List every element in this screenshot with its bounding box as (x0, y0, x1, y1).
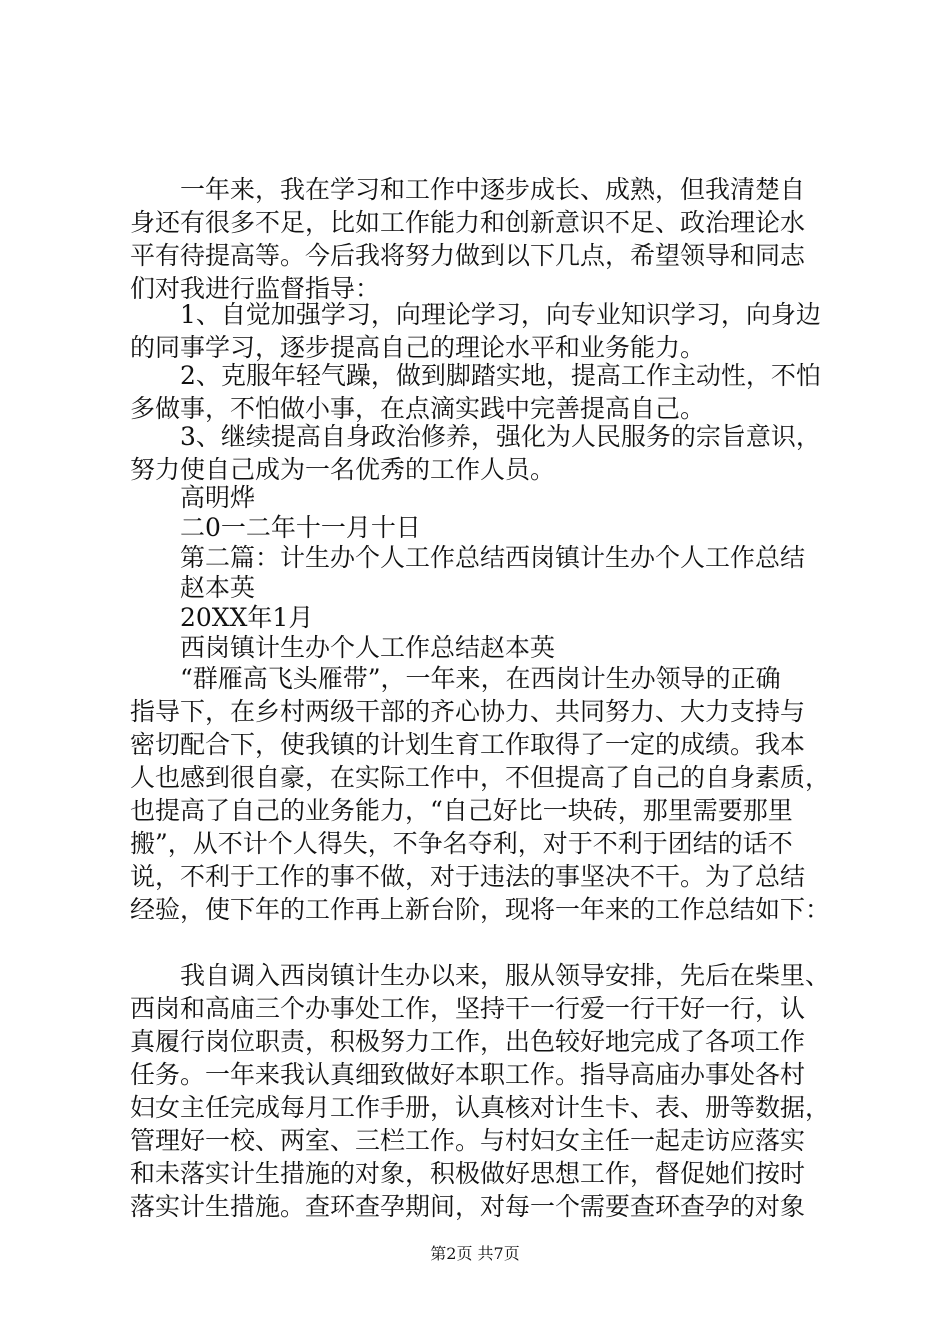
text-line: 落实计生措施。查环查孕期间，对每一个需要查环查孕的对象 (130, 1192, 806, 1221)
text-line: 也提高了自己的业务能力，“自己好比一块砖，那里需要那里 (130, 796, 793, 825)
page-footer: 第2页 共7页 (430, 1244, 520, 1263)
author-date: 20XX年1月 (180, 603, 314, 632)
text-line: 的同事学习，逐步提高自己的理论水平和业务能力。 (130, 333, 706, 362)
text-line: 妇女主任完成每月工作手册，认真核对计生卡、表、册等数据， (130, 1093, 831, 1122)
text-line: 密切配合下，使我镇的计划生育工作取得了一定的成绩。我本 (130, 730, 806, 759)
text-line: 搬”，从不计个人得失，不争名夺利，对于不利于团结的话不 (130, 829, 793, 858)
text-line: 任务。一年来我认真细致做好本职工作。指导高庙办事处各村 (130, 1060, 806, 1089)
text-line: 们对我进行监督指导： (130, 274, 381, 303)
text-line: 3、继续提高自身政治修养，强化为人民服务的宗旨意识， (180, 422, 821, 451)
text-line: 我自调入西岗镇计生办以来，服从领导安排，先后在柴里、 (180, 961, 831, 990)
text-line: 一年来，我在学习和工作中逐步成长、成熟，但我清楚自 (180, 175, 806, 204)
text-line: 说，不利于工作的事不做，对于违法的事坚决不干。为了总结 (130, 862, 806, 891)
text-line: 多做事，不怕做小事，在点滴实践中完善提高自己。 (130, 394, 706, 423)
text-line: 平有待提高等。今后我将努力做到以下几点，希望领导和同志 (130, 241, 806, 270)
subtitle: 西岗镇计生办个人工作总结赵本英 (180, 633, 556, 662)
text-line: 经验，使下年的工作再上新台阶，现将一年来的工作总结如下： (130, 895, 831, 924)
text-line: 人也感到很自豪，在实际工作中，不但提高了自己的自身素质， (130, 763, 831, 792)
author-name: 赵本英 (180, 573, 256, 602)
text-line: 身还有很多不足，比如工作能力和创新意识不足、政治理论水 (130, 208, 806, 237)
text-line: 努力使自己成为一名优秀的工作人员。 (130, 455, 556, 484)
text-line: “群雁高飞头雁带”，一年来，在西岗计生办领导的正确 (180, 664, 781, 693)
text-line: 管理好一校、两室、三栏工作。与村妇女主任一起走访应落实 (130, 1126, 806, 1155)
text-line: 和未落实计生措施的对象，积极做好思想工作，督促她们按时 (130, 1159, 806, 1188)
text-line: 真履行岗位职责，积极努力工作，出色较好地完成了各项工作 (130, 1027, 806, 1056)
text-line: 指导下，在乡村两级干部的齐心协力、共同努力、大力支持与 (130, 697, 806, 726)
text-line: 1、自觉加强学习，向理论学习，向专业知识学习，向身边 (180, 300, 821, 329)
text-line: 西岗和高庙三个办事处工作，坚持干一行爱一行干好一行，认 (130, 994, 806, 1023)
signature-name: 高明烨 (180, 483, 256, 512)
section-heading: 第二篇：计生办个人工作总结西岗镇计生办个人工作总结 (180, 543, 806, 572)
signature-date: 二0一二年十一月十日 (180, 513, 421, 542)
text-line: 2、克服年轻气躁，做到脚踏实地，提高工作主动性，不怕 (180, 361, 821, 390)
